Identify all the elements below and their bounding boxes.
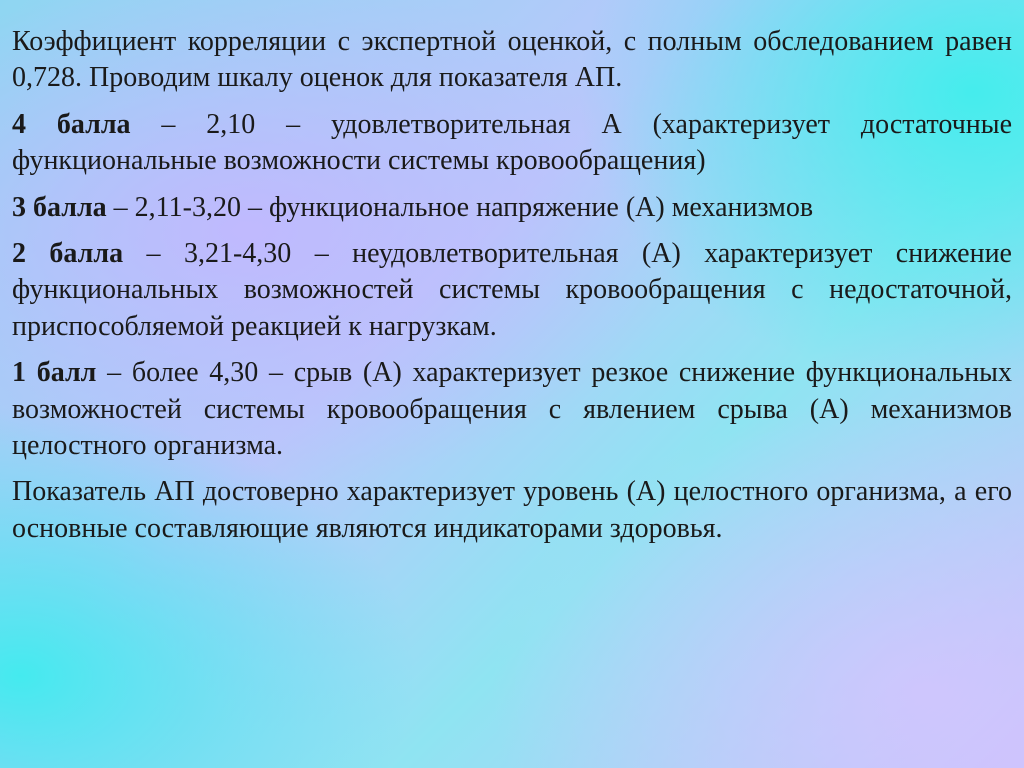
- score-label: 2 балла: [12, 237, 124, 269]
- scale-item-2: [12, 236, 1012, 345]
- score-label: 1 балл: [12, 357, 97, 389]
- slide-text-body: [12, 24, 1012, 557]
- scale-item-1: [12, 355, 1012, 464]
- score-description: – 3,21-4,30 – неудовлетворительная (А) характеризует снижение функциональных возможностей системы кровообращения с недостаточной, приспособляемой реакцией к нагрузкам.: [12, 237, 1012, 342]
- score-description: – более 4,30 – срыв (А) характеризует резкое снижение функциональных возможностей системы кровообращения с явлением срыва (А) механизмов целостного организма.: [12, 357, 1012, 461]
- score-label: 3 балла: [12, 191, 107, 223]
- score-description: – 2,11-3,20 – функциональное напряжение (А) механизмов: [106, 191, 814, 223]
- score-description: – 2,10 – удовлетворительная А (характеризует достаточные функциональные возможности системы кровообращения): [12, 108, 1012, 177]
- scale-item-3: [12, 190, 1012, 226]
- conclusion-paragraph: Показатель АП достоверно характеризует уровень (А) целостного организма, а его основные составляющие являются индикаторами здоровья.: [12, 476, 1012, 544]
- score-label: 4 балла: [12, 108, 131, 140]
- intro-paragraph: Коэффициент корреляции с экспертной оценкой, с полным обследованием равен 0,728. Проводим шкалу оценок для показателя АП.: [12, 26, 1012, 94]
- scale-item-4: [12, 107, 1012, 180]
